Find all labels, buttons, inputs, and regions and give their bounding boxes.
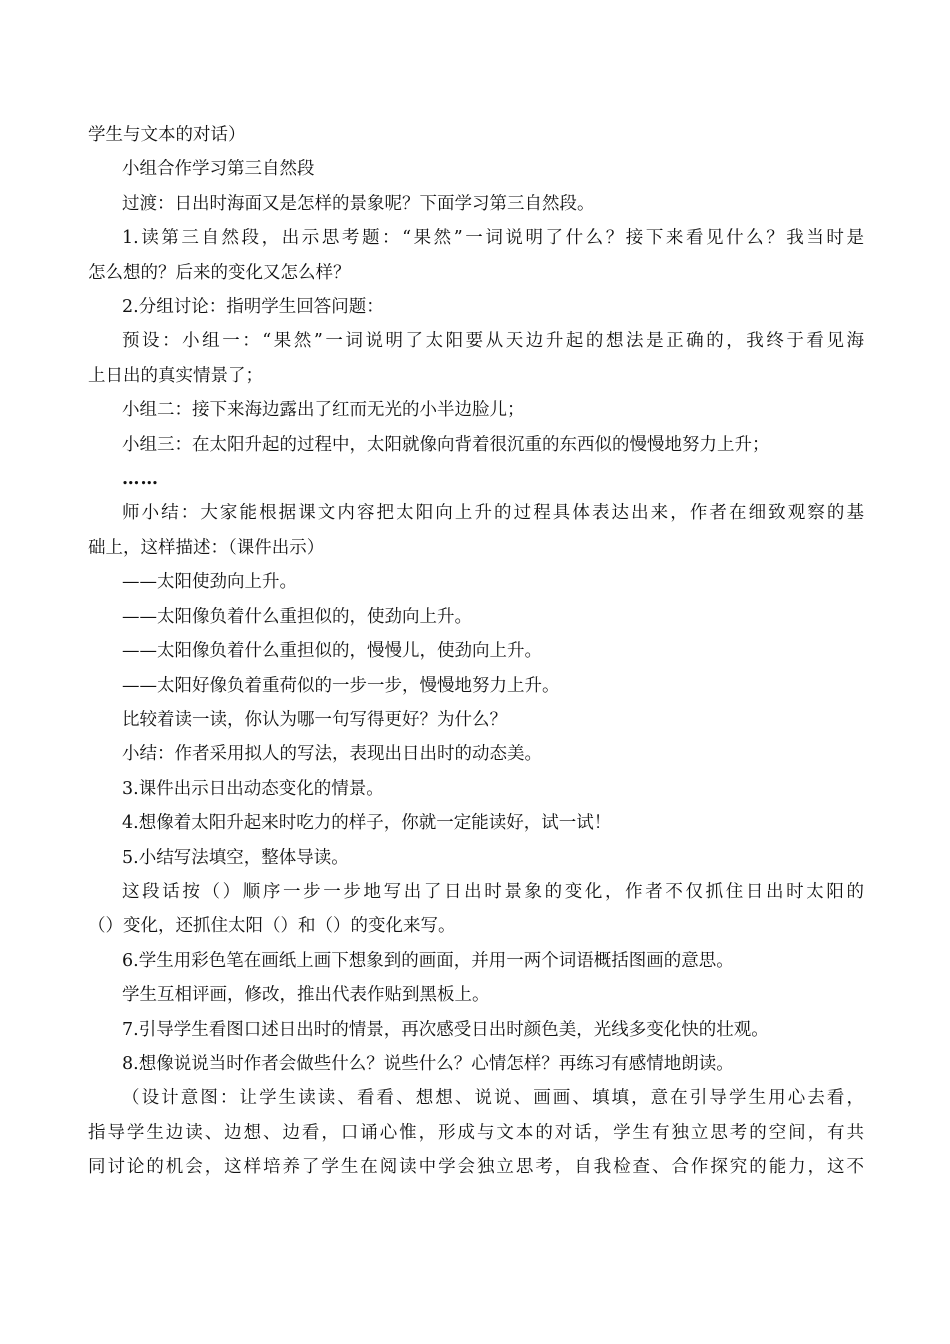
paragraph-line: 这段话按（）顺序一步一步地写出了日出时景象的变化，作者不仅抓住日出时太阳的	[122, 881, 864, 902]
quote-line: ——太阳好像负着重荷似的一步一步，慢慢地努力上升。	[122, 675, 560, 696]
paragraph-line: 学生互相评画，修改，推出代表作贴到黑板上。	[122, 985, 490, 1006]
paragraph-line: 8.想像说说当时作者会做些什么？说些什么？心情怎样？再练习有感情地朗读。	[122, 1053, 734, 1074]
paragraph-line: 上日出的真实情景了；	[88, 365, 263, 386]
paragraph-line: 4.想像着太阳升起来时吃力的样子，你就一定能读好，试一试！	[122, 813, 612, 834]
paragraph-line: （设计意图：让学生读读、看看、想想、说说、画画、填填，意在引导学生用心去看，	[122, 1088, 864, 1109]
paragraph-line: 小组二：接下来海边露出了红而无光的小半边脸儿；	[122, 400, 525, 421]
paragraph-line: 6.学生用彩色笔在画纸上画下想象到的画面，并用一两个词语概括图画的意思。	[122, 950, 734, 971]
paragraph-line: 过渡：日出时海面又是怎样的景象呢？下面学习第三自然段。	[122, 193, 595, 214]
paragraph-line: 础上，这样描述：（课件出示）	[88, 537, 325, 558]
paragraph-line: 同讨论的机会，这样培养了学生在阅读中学会独立思考，自我检查、合作探究的能力，这不	[88, 1157, 864, 1178]
document-page	[88, 118, 864, 1185]
paragraph-line: 学生与文本的对话）	[88, 125, 246, 145]
paragraph-line: 3.课件出示日出动态变化的情景。	[122, 778, 384, 799]
paragraph-line: 5.小结写法填空，整体导读。	[122, 847, 349, 868]
section-heading: 小组合作学习第三自然段	[122, 159, 315, 180]
paragraph-line: 7.引导学生看图口述日出时的情景，再次感受日出时颜色美，光线多变化快的壮观。	[122, 1019, 769, 1040]
paragraph-line: 小结：作者采用拟人的写法，表现出日出时的动态美。	[122, 744, 542, 765]
paragraph-line: 怎么想的？后来的变化又怎么样？	[88, 262, 351, 283]
paragraph-line: 指导学生边读、边想、边看，口诵心惟，形成与文本的对话，学生有独立思考的空间，有共	[88, 1122, 864, 1143]
paragraph-line: 师小结：大家能根据课文内容把太阳向上升的过程具体表达出来，作者在细致观察的基	[122, 503, 864, 524]
ellipsis-line: ……	[122, 469, 159, 490]
quote-line: ——太阳像负着什么重担似的，慢慢儿，使劲向上升。	[122, 641, 542, 662]
paragraph-line: 预设：小组一：“果然”一词说明了太阳要从天边升起的想法是正确的，我终于看见海	[122, 331, 864, 352]
paragraph-line: （）变化，还抓住太阳（）和（）的变化来写。	[88, 916, 456, 937]
paragraph-line: 比较着读一读，你认为哪一句写得更好？为什么？	[122, 709, 507, 730]
quote-line: ——太阳使劲向上升。	[122, 572, 297, 593]
paragraph-line: 2.分组讨论：指明学生回答问题：	[122, 297, 384, 318]
quote-line: ——太阳像负着什么重担似的，使劲向上升。	[122, 606, 472, 627]
paragraph-line: 小组三：在太阳升起的过程中，太阳就像向背着很沉重的东西似的慢慢地努力上升；	[122, 434, 770, 455]
paragraph-line: 1.读第三自然段，出示思考题：“果然”一词说明了什么？接下来看见什么？我当时是	[122, 228, 864, 249]
